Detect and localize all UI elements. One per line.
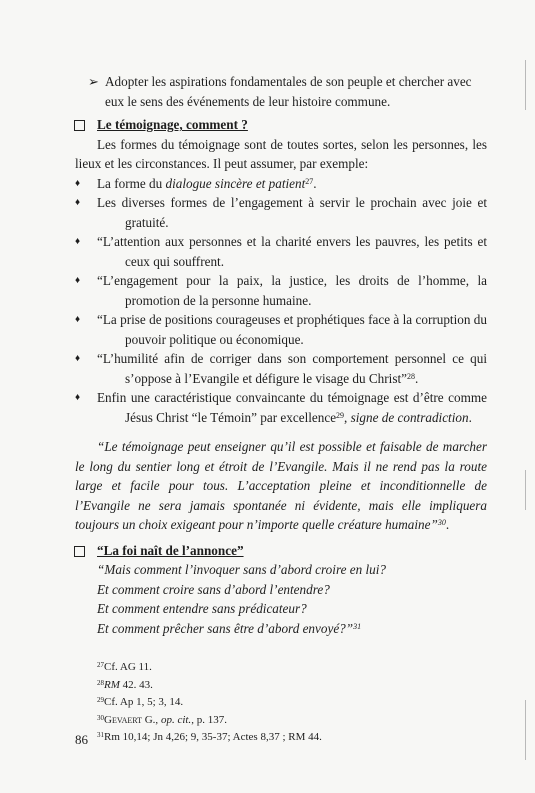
diamond-bullet-icon: ♦ xyxy=(75,236,81,247)
arrow-bullet-icon: ➢ xyxy=(88,74,100,89)
scan-edge-mark xyxy=(525,60,526,110)
checkbox-icon xyxy=(74,546,85,557)
footnotes xyxy=(75,658,487,746)
list-item: ♦ “L’attention aux personnes et la charité envers les pauvres, les petits et ceux qui souffrent. xyxy=(75,234,487,269)
paragraph-intro: Les formes du témoignage sont de toutes sortes, selon les personnes, les lieux et les circonstances. Il peut assumer, par exemple: xyxy=(75,136,487,171)
verse-line: Et comment entendre sans prédicateur? xyxy=(97,601,307,616)
list-item: ♦ “L’humilité afin de corriger dans son comportement personnel ce qui s’oppose à l’Evangile et défigure le visage du Christ”$^{28}$. xyxy=(75,351,487,386)
footnote: $^{31}$Rm 10,14; Jn 4,26; 9, 35-37; Actes 8,37 ; RM 44. xyxy=(97,731,322,744)
intro-text: Adopter les aspirations fondamentales de son peuple et chercher avec eux le sens des événements de leur histoire commune. xyxy=(105,74,472,109)
page-body xyxy=(75,70,487,746)
intro-point xyxy=(75,72,487,111)
section-title: Le témoignage, comment ? xyxy=(97,117,248,132)
footnote: $^{28}$RM 42. 43. xyxy=(97,678,153,691)
footnote: $^{29}$Cf. Ap 1, 5; 3, 14. xyxy=(97,696,184,709)
diamond-bullet-icon: ♦ xyxy=(75,392,81,403)
block-quote: “Le témoignage peut enseigner qu’il est possible et faisable de marcher le long du sentier long et étroit de l’Evangile. Mais il ne rend pas la route large et facile pour tous. L’acceptation pleine et inconditionnelle de l’Evangile ne sera jamais spontanée ni évidente, mais elle impliquera toujours un choix exigeant pour n’importe quelle créature humaine”$^{30}$. xyxy=(75,439,487,532)
list-item: ♦ Les diverses formes de l’engagement à servir le prochain avec joie et gratuité. xyxy=(75,195,487,230)
diamond-bullet-icon: ♦ xyxy=(75,177,81,189)
scan-edge-mark xyxy=(525,700,526,760)
diamond-bullet-icon: ♦ xyxy=(75,197,81,208)
list-item: ♦ Enfin une caractéristique convaincante du témoignage est d’être comme Jésus Christ “le Témoin” par excellence$^{29}$, signe de contradiction. xyxy=(75,390,487,425)
section-heading-foi xyxy=(75,541,487,561)
page-number: 86 xyxy=(75,732,88,747)
bullet-list xyxy=(75,174,487,428)
diamond-bullet-icon: ♦ xyxy=(75,314,81,325)
footnote: $^{27}$Cf. AG 11. xyxy=(97,661,152,673)
scan-edge-mark xyxy=(525,470,526,510)
verse-line: Et comment prêcher sans être d’abord envoyé?”$^{31}$ xyxy=(97,620,362,636)
diamond-bullet-icon: ♦ xyxy=(75,275,81,286)
list-item: ♦ “La prise de positions courageuses et prophétiques face à la corruption du pouvoir politique ou économique. xyxy=(75,312,487,347)
verse-line: “Mais comment l’invoquer sans d’abord croire en lui? xyxy=(97,562,386,577)
verse-line: Et comment croire sans d’abord l’entendre? xyxy=(97,581,330,597)
footnote: $^{30}$Gevaert G., op. cit., p. 137. xyxy=(97,713,227,726)
checkbox-icon xyxy=(74,120,85,131)
list-item: ♦ “L’engagement pour la paix, la justice, les droits de l’homme, la promotion de la personne humaine. xyxy=(75,273,487,308)
section-heading-temoignage xyxy=(75,115,487,135)
section-title: “La foi naît de l’annonce” xyxy=(97,542,244,558)
list-item: ♦ La forme du dialogue sincère et patient$^{27}$. xyxy=(75,174,487,194)
diamond-bullet-icon: ♦ xyxy=(75,353,81,364)
verse-quote xyxy=(75,560,487,638)
